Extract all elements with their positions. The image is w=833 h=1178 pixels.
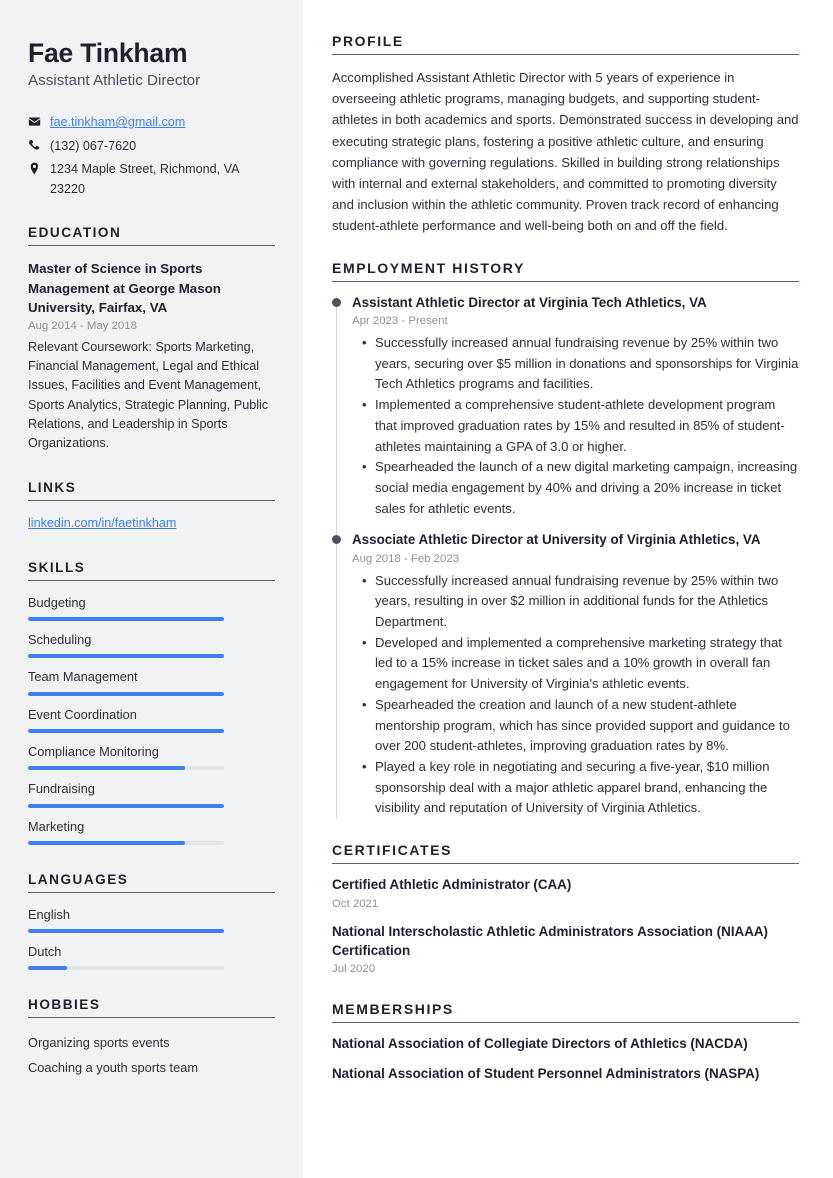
languages-rule xyxy=(28,892,275,893)
certificates-list xyxy=(332,876,799,979)
education-heading: EDUCATION xyxy=(28,225,122,241)
language-item xyxy=(28,943,275,970)
languages-list xyxy=(28,906,275,971)
memberships-rule xyxy=(332,1022,799,1023)
profile-text: Accomplished Assistant Athletic Director with 5 years of experience in overseeing athletic programs, managing budgets, and supporting student-athletes in both academics and sports. Demonstrated success in developing and executing strategic plans, fostering a positive athletic culture, and ensuring compliance with governing regulations. Skilled in building strong relationships with internal and external stakeholders, and committed to promoting diversity and inclusion within the athletic community. Proven track record of enhancing student-athlete performance and well-being both on and off the field. xyxy=(332,70,799,234)
certificate-title: National Interscholastic Athletic Administrators Association (NIAAA) Certification xyxy=(332,923,769,958)
section-links xyxy=(28,480,275,533)
language-level-fill xyxy=(28,929,224,933)
profile-heading: PROFILE xyxy=(332,33,404,49)
education-description: Relevant Coursework: Sports Marketing, Financial Management, Legal and Ethical Issues, Facilities and Event Management, Sports Analytics, Strategic Planning, Public Relations, and Leadership in Sports Organizations. xyxy=(28,340,269,450)
skill-level-fill xyxy=(28,729,224,733)
hobbies-heading: HOBBIES xyxy=(28,997,101,1013)
links-heading: LINKS xyxy=(28,480,77,496)
job-bullet: • Spearheaded the creation and launch of a new student-athlete mentorship program, which has since provided support and guidance to over 200 student-athletes, improving graduation rates by 8%. xyxy=(375,695,799,757)
section-profile xyxy=(332,33,799,237)
skill-label: Event Coordination xyxy=(28,706,137,722)
timeline-dot-icon xyxy=(332,298,341,307)
contact-address xyxy=(28,160,275,199)
skill-level-fill xyxy=(28,804,224,808)
certificate-item xyxy=(332,923,799,979)
job-bullet: • Successfully increased annual fundraising revenue by 25% within two years, securing over $5 million in donations and sponsorships for Virginia Tech Athletics programs and facilities. xyxy=(375,333,799,395)
skill-item xyxy=(28,594,275,621)
languages-heading: LANGUAGES xyxy=(28,871,129,887)
envelope-icon xyxy=(28,113,50,128)
skill-level-fill xyxy=(28,617,224,621)
skill-label: Fundraising xyxy=(28,781,95,797)
job-bullet: • Developed and implemented a comprehensive marketing strategy that led to a 15% increase in ticket sales and a 10% growth in overall fan engagement for University of Virginia's athletic events. xyxy=(375,633,799,695)
hobby-item: Coaching a youth sports team xyxy=(28,1059,199,1075)
skill-level-track xyxy=(28,729,224,733)
skill-level-fill xyxy=(28,766,185,770)
job-title: Associate Athletic Director at University of Virginia Athletics, VA xyxy=(352,532,761,548)
skills-heading: SKILLS xyxy=(28,559,86,575)
skills-rule xyxy=(28,580,275,581)
membership-item: National Association of Student Personnel Administrators (NASPA) xyxy=(332,1066,760,1082)
job-title: Assistant Athletic Director at Virginia Tech Athletics, VA xyxy=(352,294,707,310)
skill-item xyxy=(28,780,275,807)
contact-list xyxy=(28,113,275,199)
contact-email xyxy=(28,113,275,133)
section-education xyxy=(28,225,275,453)
job-date: Aug 2018 - Feb 2023 xyxy=(352,553,460,566)
hobby-item: Organizing sports events xyxy=(28,1035,170,1051)
section-hobbies xyxy=(28,997,275,1080)
language-label: Dutch xyxy=(28,944,62,960)
section-employment-history xyxy=(332,260,799,819)
certificate-item xyxy=(332,876,799,913)
employment-heading: EMPLOYMENT HISTORY xyxy=(332,259,525,276)
skill-item xyxy=(28,818,275,845)
certificates-heading: CERTIFICATES xyxy=(332,841,453,858)
language-item xyxy=(28,906,275,933)
skill-level-track xyxy=(28,617,224,621)
hobbies-list xyxy=(28,1031,275,1080)
job-bullet: • Played a key role in negotiating and securing a five-year, $10 million sponsorship deal with a major athletic apparel brand, enhancing the visibility and reputation of University of Virginia Athletics. xyxy=(375,757,799,819)
skill-item xyxy=(28,743,275,770)
contact-phone-text: (132) 067-7620 xyxy=(50,138,137,153)
memberships-heading: MEMBERSHIPS xyxy=(332,1001,454,1018)
contact-phone xyxy=(28,137,275,157)
skill-level-fill xyxy=(28,654,224,658)
section-languages xyxy=(28,872,275,971)
language-level-fill xyxy=(28,966,67,970)
skill-label: Scheduling xyxy=(28,632,92,648)
candidate-job-title: Assistant Athletic Director xyxy=(28,72,201,90)
skill-level-track xyxy=(28,654,224,658)
linkedin-link[interactable]: linkedin.com/in/faetinkham xyxy=(28,516,177,531)
section-memberships xyxy=(332,1001,799,1084)
employment-rule xyxy=(332,281,799,282)
job-date: Apr 2023 - Present xyxy=(352,315,448,328)
job-bullet-list xyxy=(352,333,799,519)
membership-item: National Association of Collegiate Directors of Athletics (NACDA) xyxy=(332,1036,748,1052)
education-date: Aug 2014 - May 2018 xyxy=(28,320,137,333)
section-certificates xyxy=(332,842,799,979)
job-entry xyxy=(332,294,799,520)
job-entry xyxy=(332,531,799,819)
skill-level-fill xyxy=(28,692,224,696)
phone-icon xyxy=(28,137,50,152)
certificate-date: Oct 2021 xyxy=(332,897,379,910)
skill-level-track xyxy=(28,692,224,696)
link-item xyxy=(28,514,275,533)
skill-item xyxy=(28,631,275,658)
contact-address-text: 1234 Maple Street, Richmond, VA 23220 xyxy=(50,162,239,196)
skill-item xyxy=(28,668,275,695)
language-label: English xyxy=(28,906,70,922)
jobs-list xyxy=(332,294,799,819)
language-level-track xyxy=(28,966,224,970)
skill-level-fill xyxy=(28,841,185,845)
job-bullet: • Implemented a comprehensive student-athlete development program that improved graduation rates by 15% and resulted in 85% of student-athletes maintaining a GPA of 3.0 or higher. xyxy=(375,395,799,457)
timeline-dot-icon xyxy=(332,535,341,544)
map-pin-icon xyxy=(28,160,50,175)
skill-label: Compliance Monitoring xyxy=(28,743,159,759)
certificate-date: Jul 2020 xyxy=(332,963,376,976)
certificates-rule xyxy=(332,863,799,864)
skill-level-track xyxy=(28,841,224,845)
sidebar xyxy=(0,0,303,1178)
links-rule xyxy=(28,500,275,501)
job-bullet: • Spearheaded the launch of a new digital marketing campaign, increasing social media engagement by 40% and driving a 20% increase in ticket sales for athletic events. xyxy=(375,457,799,519)
skill-label: Marketing xyxy=(28,818,85,834)
skill-label: Team Management xyxy=(28,669,138,685)
job-bullet-list xyxy=(352,571,799,819)
candidate-name: Fae Tinkham xyxy=(28,38,188,68)
language-level-track xyxy=(28,929,224,933)
education-degree: Master of Science in Sports Management at George Mason University, Fairfax, VA xyxy=(28,261,221,315)
skill-label: Budgeting xyxy=(28,594,86,610)
memberships-list xyxy=(332,1035,799,1084)
main-column xyxy=(303,0,833,1178)
skill-level-track xyxy=(28,804,224,808)
email-link[interactable]: fae.tinkham@gmail.com xyxy=(50,115,186,130)
job-bullet: • Successfully increased annual fundraising revenue by 25% within two years, resulting in over $2 million in additional funds for the Athletics Department. xyxy=(375,571,799,633)
education-rule xyxy=(28,245,275,246)
employment-timeline xyxy=(332,294,799,819)
section-skills xyxy=(28,560,275,845)
skill-item xyxy=(28,706,275,733)
skill-level-track xyxy=(28,766,224,770)
skills-list xyxy=(28,594,275,845)
certificate-title: Certified Athletic Administrator (CAA) xyxy=(332,876,572,892)
profile-rule xyxy=(332,54,799,55)
hobbies-rule xyxy=(28,1017,275,1018)
contact-email-text xyxy=(50,113,275,133)
